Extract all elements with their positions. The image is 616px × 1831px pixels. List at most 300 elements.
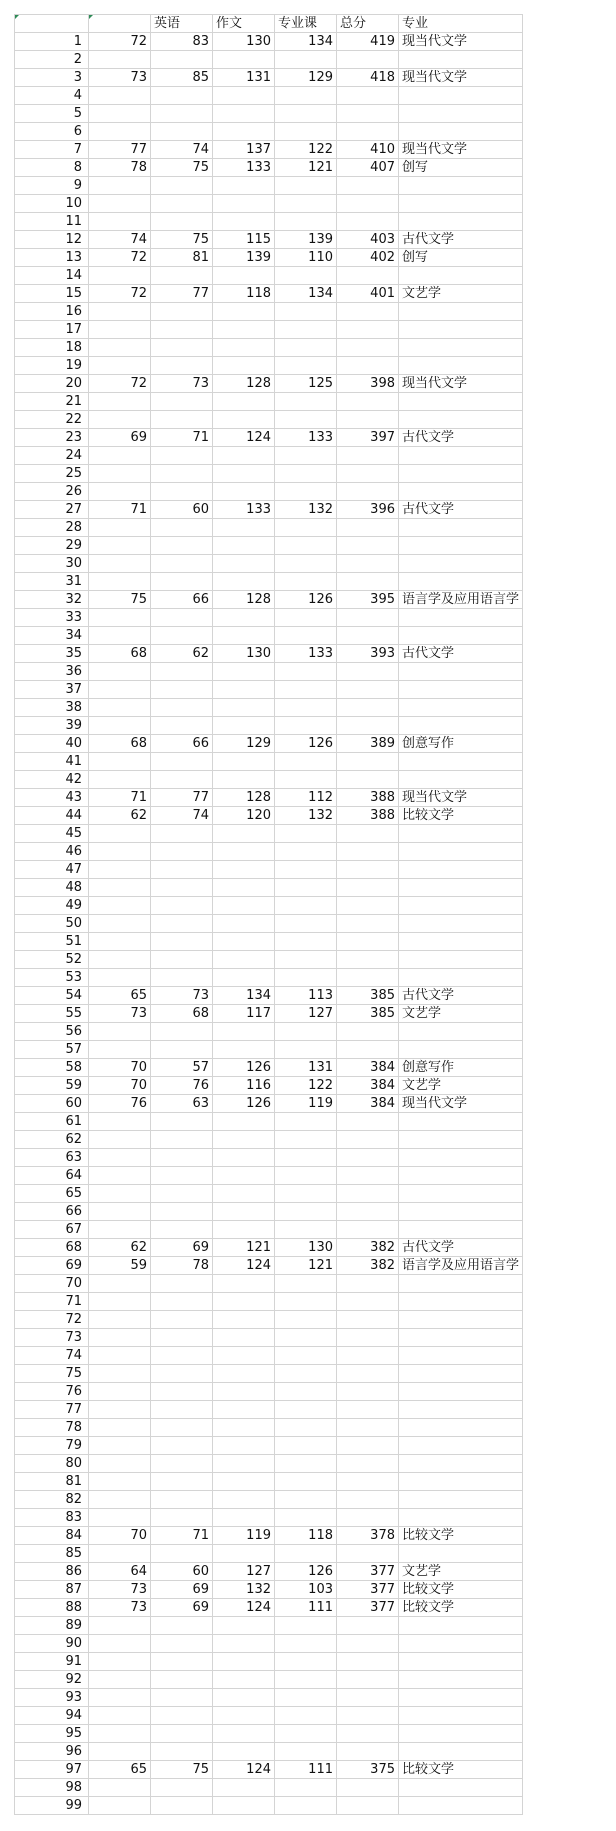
score-cell[interactable] — [151, 393, 213, 411]
score-cell[interactable] — [213, 1653, 275, 1671]
score-cell[interactable] — [151, 177, 213, 195]
score-cell[interactable] — [89, 1149, 151, 1167]
score-cell[interactable] — [337, 105, 399, 123]
score-cell[interactable]: 397 — [337, 429, 399, 447]
score-cell[interactable] — [151, 879, 213, 897]
score-cell[interactable]: 76 — [151, 1077, 213, 1095]
row-index-cell[interactable]: 79 — [15, 1437, 89, 1455]
score-cell[interactable] — [337, 879, 399, 897]
score-cell[interactable] — [213, 771, 275, 789]
score-cell[interactable] — [275, 717, 337, 735]
score-cell[interactable] — [151, 1491, 213, 1509]
score-cell[interactable] — [151, 753, 213, 771]
score-cell[interactable]: 74 — [151, 807, 213, 825]
row-index-cell[interactable]: 92 — [15, 1671, 89, 1689]
score-cell[interactable]: 60 — [151, 1563, 213, 1581]
row-index-cell[interactable]: 58 — [15, 1059, 89, 1077]
score-cell[interactable]: 77 — [151, 285, 213, 303]
score-cell[interactable]: 65 — [89, 987, 151, 1005]
major-cell[interactable] — [399, 951, 523, 969]
score-cell[interactable] — [89, 1437, 151, 1455]
score-cell[interactable]: 126 — [275, 591, 337, 609]
score-cell[interactable] — [151, 1203, 213, 1221]
score-cell[interactable] — [275, 1617, 337, 1635]
major-cell[interactable]: 古代文学 — [399, 429, 523, 447]
score-cell[interactable] — [151, 1437, 213, 1455]
major-cell[interactable] — [399, 339, 523, 357]
row-index-cell[interactable]: 43 — [15, 789, 89, 807]
score-cell[interactable] — [89, 699, 151, 717]
score-cell[interactable]: 385 — [337, 1005, 399, 1023]
score-cell[interactable] — [151, 321, 213, 339]
score-cell[interactable] — [89, 843, 151, 861]
score-cell[interactable] — [337, 465, 399, 483]
score-cell[interactable] — [337, 1545, 399, 1563]
score-cell[interactable] — [89, 1491, 151, 1509]
score-cell[interactable] — [213, 825, 275, 843]
score-cell[interactable] — [337, 1797, 399, 1815]
major-cell[interactable] — [399, 537, 523, 555]
score-cell[interactable] — [275, 213, 337, 231]
score-cell[interactable] — [213, 177, 275, 195]
score-cell[interactable] — [213, 699, 275, 717]
major-cell[interactable]: 比较文学 — [399, 1599, 523, 1617]
major-cell[interactable]: 文艺学 — [399, 285, 523, 303]
score-cell[interactable] — [151, 699, 213, 717]
score-cell[interactable] — [89, 717, 151, 735]
score-cell[interactable]: 375 — [337, 1761, 399, 1779]
row-index-cell[interactable]: 16 — [15, 303, 89, 321]
score-cell[interactable]: 73 — [151, 375, 213, 393]
score-cell[interactable] — [213, 447, 275, 465]
major-cell[interactable] — [399, 717, 523, 735]
score-cell[interactable] — [89, 267, 151, 285]
major-cell[interactable] — [399, 1113, 523, 1131]
score-cell[interactable]: 377 — [337, 1599, 399, 1617]
score-cell[interactable]: 393 — [337, 645, 399, 663]
score-cell[interactable] — [213, 1383, 275, 1401]
score-cell[interactable] — [213, 843, 275, 861]
score-cell[interactable]: 122 — [275, 141, 337, 159]
row-index-cell[interactable]: 62 — [15, 1131, 89, 1149]
score-cell[interactable] — [275, 393, 337, 411]
score-cell[interactable]: 57 — [151, 1059, 213, 1077]
row-index-cell[interactable]: 81 — [15, 1473, 89, 1491]
row-index-cell[interactable]: 27 — [15, 501, 89, 519]
score-cell[interactable] — [275, 447, 337, 465]
score-cell[interactable] — [151, 861, 213, 879]
score-cell[interactable] — [213, 753, 275, 771]
major-cell[interactable] — [399, 699, 523, 717]
score-cell[interactable] — [337, 51, 399, 69]
score-cell[interactable] — [151, 1545, 213, 1563]
score-cell[interactable] — [89, 1311, 151, 1329]
score-cell[interactable] — [337, 1455, 399, 1473]
header-cell[interactable]: 总分 — [337, 15, 399, 33]
score-cell[interactable] — [151, 1617, 213, 1635]
score-cell[interactable] — [337, 717, 399, 735]
major-cell[interactable] — [399, 1671, 523, 1689]
score-cell[interactable] — [337, 177, 399, 195]
major-cell[interactable]: 古代文学 — [399, 501, 523, 519]
score-cell[interactable] — [275, 681, 337, 699]
score-cell[interactable]: 398 — [337, 375, 399, 393]
score-cell[interactable] — [151, 447, 213, 465]
score-cell[interactable] — [151, 1383, 213, 1401]
score-cell[interactable] — [337, 267, 399, 285]
score-cell[interactable] — [89, 1131, 151, 1149]
row-index-cell[interactable]: 68 — [15, 1239, 89, 1257]
score-cell[interactable] — [213, 1311, 275, 1329]
row-index-cell[interactable]: 30 — [15, 555, 89, 573]
score-cell[interactable] — [337, 1491, 399, 1509]
score-cell[interactable] — [89, 1455, 151, 1473]
score-cell[interactable] — [89, 177, 151, 195]
score-cell[interactable]: 124 — [213, 429, 275, 447]
score-cell[interactable]: 407 — [337, 159, 399, 177]
score-cell[interactable] — [151, 1185, 213, 1203]
major-cell[interactable] — [399, 969, 523, 987]
score-cell[interactable] — [275, 1491, 337, 1509]
score-cell[interactable] — [337, 339, 399, 357]
score-cell[interactable] — [151, 1473, 213, 1491]
score-cell[interactable] — [275, 1707, 337, 1725]
row-index-cell[interactable]: 59 — [15, 1077, 89, 1095]
score-cell[interactable] — [275, 1329, 337, 1347]
score-cell[interactable]: 77 — [89, 141, 151, 159]
score-cell[interactable] — [151, 519, 213, 537]
score-cell[interactable] — [151, 1779, 213, 1797]
score-cell[interactable] — [213, 1041, 275, 1059]
score-cell[interactable]: 130 — [213, 33, 275, 51]
score-cell[interactable] — [337, 1149, 399, 1167]
score-cell[interactable]: 71 — [151, 429, 213, 447]
score-cell[interactable] — [151, 663, 213, 681]
score-cell[interactable] — [275, 861, 337, 879]
major-cell[interactable] — [399, 1275, 523, 1293]
score-cell[interactable] — [213, 1023, 275, 1041]
score-cell[interactable] — [275, 663, 337, 681]
score-cell[interactable] — [337, 1725, 399, 1743]
score-cell[interactable] — [275, 537, 337, 555]
score-cell[interactable] — [213, 537, 275, 555]
score-cell[interactable]: 130 — [213, 645, 275, 663]
score-cell[interactable] — [89, 1293, 151, 1311]
score-cell[interactable] — [151, 843, 213, 861]
score-cell[interactable] — [89, 1383, 151, 1401]
score-cell[interactable] — [337, 1131, 399, 1149]
major-cell[interactable] — [399, 879, 523, 897]
score-cell[interactable] — [89, 861, 151, 879]
score-cell[interactable] — [89, 555, 151, 573]
major-cell[interactable] — [399, 1509, 523, 1527]
major-cell[interactable]: 文艺学 — [399, 1005, 523, 1023]
score-cell[interactable] — [213, 861, 275, 879]
major-cell[interactable]: 语言学及应用语言学 — [399, 591, 523, 609]
score-cell[interactable] — [89, 1221, 151, 1239]
score-cell[interactable]: 132 — [275, 501, 337, 519]
major-cell[interactable] — [399, 573, 523, 591]
score-cell[interactable]: 126 — [213, 1059, 275, 1077]
score-cell[interactable] — [337, 411, 399, 429]
header-cell[interactable]: 作文 — [213, 15, 275, 33]
score-cell[interactable] — [275, 1779, 337, 1797]
score-cell[interactable] — [213, 1131, 275, 1149]
score-cell[interactable]: 73 — [89, 1005, 151, 1023]
score-cell[interactable] — [275, 267, 337, 285]
score-cell[interactable]: 72 — [89, 249, 151, 267]
major-cell[interactable]: 比较文学 — [399, 807, 523, 825]
score-cell[interactable] — [89, 1707, 151, 1725]
score-cell[interactable]: 121 — [275, 159, 337, 177]
score-cell[interactable] — [275, 339, 337, 357]
row-index-cell[interactable]: 42 — [15, 771, 89, 789]
major-cell[interactable] — [399, 1401, 523, 1419]
score-cell[interactable] — [89, 1671, 151, 1689]
score-cell[interactable]: 129 — [275, 69, 337, 87]
score-cell[interactable] — [275, 357, 337, 375]
score-cell[interactable]: 69 — [151, 1239, 213, 1257]
score-cell[interactable] — [337, 1689, 399, 1707]
score-cell[interactable] — [275, 1653, 337, 1671]
score-cell[interactable] — [275, 771, 337, 789]
score-cell[interactable] — [213, 1113, 275, 1131]
score-cell[interactable] — [213, 105, 275, 123]
score-cell[interactable] — [151, 339, 213, 357]
major-cell[interactable] — [399, 87, 523, 105]
score-cell[interactable] — [337, 357, 399, 375]
score-cell[interactable]: 133 — [275, 429, 337, 447]
row-index-cell[interactable]: 47 — [15, 861, 89, 879]
major-cell[interactable] — [399, 861, 523, 879]
score-cell[interactable] — [151, 213, 213, 231]
major-cell[interactable] — [399, 933, 523, 951]
score-cell[interactable] — [89, 519, 151, 537]
score-cell[interactable] — [275, 573, 337, 591]
score-cell[interactable] — [275, 1185, 337, 1203]
score-cell[interactable]: 75 — [151, 1761, 213, 1779]
row-index-cell[interactable]: 86 — [15, 1563, 89, 1581]
score-cell[interactable]: 117 — [213, 1005, 275, 1023]
score-cell[interactable] — [337, 1221, 399, 1239]
score-cell[interactable] — [213, 1797, 275, 1815]
score-cell[interactable]: 110 — [275, 249, 337, 267]
score-cell[interactable] — [213, 879, 275, 897]
score-cell[interactable] — [275, 1725, 337, 1743]
score-cell[interactable] — [275, 411, 337, 429]
score-cell[interactable] — [275, 1293, 337, 1311]
score-cell[interactable]: 113 — [275, 987, 337, 1005]
score-cell[interactable] — [213, 627, 275, 645]
score-cell[interactable] — [151, 1275, 213, 1293]
score-cell[interactable] — [275, 105, 337, 123]
score-cell[interactable] — [213, 1743, 275, 1761]
score-cell[interactable] — [337, 1419, 399, 1437]
score-cell[interactable]: 73 — [151, 987, 213, 1005]
score-cell[interactable] — [151, 1743, 213, 1761]
score-cell[interactable] — [213, 1707, 275, 1725]
score-cell[interactable] — [275, 1797, 337, 1815]
score-cell[interactable]: 66 — [151, 735, 213, 753]
major-cell[interactable] — [399, 1167, 523, 1185]
score-cell[interactable]: 115 — [213, 231, 275, 249]
row-index-cell[interactable]: 37 — [15, 681, 89, 699]
major-cell[interactable] — [399, 321, 523, 339]
score-cell[interactable] — [151, 303, 213, 321]
score-cell[interactable] — [337, 1473, 399, 1491]
score-cell[interactable]: 126 — [275, 735, 337, 753]
major-cell[interactable]: 语言学及应用语言学 — [399, 1257, 523, 1275]
score-cell[interactable] — [275, 1401, 337, 1419]
row-index-cell[interactable]: 96 — [15, 1743, 89, 1761]
score-cell[interactable] — [89, 771, 151, 789]
score-cell[interactable]: 126 — [275, 1563, 337, 1581]
row-index-cell[interactable]: 29 — [15, 537, 89, 555]
major-cell[interactable] — [399, 1707, 523, 1725]
score-cell[interactable]: 78 — [89, 159, 151, 177]
score-cell[interactable] — [151, 573, 213, 591]
score-cell[interactable] — [275, 933, 337, 951]
score-cell[interactable] — [89, 933, 151, 951]
score-cell[interactable] — [213, 1509, 275, 1527]
row-index-cell[interactable]: 99 — [15, 1797, 89, 1815]
score-cell[interactable] — [337, 825, 399, 843]
score-cell[interactable] — [275, 627, 337, 645]
score-cell[interactable] — [275, 1473, 337, 1491]
score-cell[interactable] — [213, 1617, 275, 1635]
major-cell[interactable]: 文艺学 — [399, 1563, 523, 1581]
score-cell[interactable] — [151, 465, 213, 483]
score-cell[interactable] — [337, 1437, 399, 1455]
score-cell[interactable]: 71 — [89, 501, 151, 519]
major-cell[interactable] — [399, 357, 523, 375]
score-cell[interactable] — [337, 321, 399, 339]
row-index-cell[interactable]: 15 — [15, 285, 89, 303]
score-cell[interactable] — [275, 303, 337, 321]
score-cell[interactable]: 118 — [275, 1527, 337, 1545]
score-cell[interactable] — [89, 1329, 151, 1347]
score-cell[interactable] — [89, 1779, 151, 1797]
row-index-cell[interactable]: 4 — [15, 87, 89, 105]
major-cell[interactable] — [399, 1419, 523, 1437]
score-cell[interactable] — [151, 1293, 213, 1311]
score-cell[interactable] — [151, 1797, 213, 1815]
score-cell[interactable] — [213, 1491, 275, 1509]
score-cell[interactable] — [89, 1545, 151, 1563]
score-cell[interactable] — [89, 879, 151, 897]
score-cell[interactable] — [151, 1041, 213, 1059]
score-cell[interactable] — [89, 1725, 151, 1743]
score-cell[interactable]: 76 — [89, 1095, 151, 1113]
row-index-cell[interactable]: 21 — [15, 393, 89, 411]
score-cell[interactable] — [337, 861, 399, 879]
score-cell[interactable] — [151, 897, 213, 915]
score-cell[interactable]: 382 — [337, 1239, 399, 1257]
row-index-cell[interactable]: 32 — [15, 591, 89, 609]
major-cell[interactable] — [399, 1653, 523, 1671]
score-cell[interactable] — [89, 1365, 151, 1383]
score-cell[interactable] — [151, 1707, 213, 1725]
score-cell[interactable] — [337, 1185, 399, 1203]
score-cell[interactable] — [151, 1311, 213, 1329]
score-cell[interactable] — [151, 1401, 213, 1419]
row-index-cell[interactable]: 87 — [15, 1581, 89, 1599]
score-cell[interactable]: 128 — [213, 591, 275, 609]
score-cell[interactable] — [151, 555, 213, 573]
score-cell[interactable] — [337, 1365, 399, 1383]
row-index-cell[interactable]: 25 — [15, 465, 89, 483]
score-cell[interactable] — [89, 1509, 151, 1527]
score-cell[interactable]: 133 — [213, 501, 275, 519]
score-cell[interactable] — [213, 339, 275, 357]
score-cell[interactable]: 83 — [151, 33, 213, 51]
score-cell[interactable] — [213, 1779, 275, 1797]
row-index-cell[interactable]: 90 — [15, 1635, 89, 1653]
score-cell[interactable] — [151, 951, 213, 969]
major-cell[interactable]: 创意写作 — [399, 1059, 523, 1077]
score-cell[interactable]: 132 — [213, 1581, 275, 1599]
score-cell[interactable]: 403 — [337, 231, 399, 249]
major-cell[interactable] — [399, 1131, 523, 1149]
major-cell[interactable]: 现当代文学 — [399, 69, 523, 87]
major-cell[interactable]: 古代文学 — [399, 231, 523, 249]
row-index-cell[interactable]: 69 — [15, 1257, 89, 1275]
major-cell[interactable] — [399, 1545, 523, 1563]
score-cell[interactable]: 70 — [89, 1077, 151, 1095]
major-cell[interactable] — [399, 1725, 523, 1743]
score-cell[interactable]: 72 — [89, 285, 151, 303]
score-cell[interactable] — [275, 1041, 337, 1059]
row-index-cell[interactable]: 85 — [15, 1545, 89, 1563]
score-cell[interactable] — [275, 609, 337, 627]
row-index-cell[interactable]: 38 — [15, 699, 89, 717]
score-cell[interactable] — [275, 969, 337, 987]
score-cell[interactable]: 69 — [89, 429, 151, 447]
score-cell[interactable] — [213, 1149, 275, 1167]
score-cell[interactable] — [151, 267, 213, 285]
major-cell[interactable] — [399, 555, 523, 573]
major-cell[interactable] — [399, 825, 523, 843]
row-index-cell[interactable]: 11 — [15, 213, 89, 231]
score-cell[interactable] — [151, 681, 213, 699]
row-index-cell[interactable]: 39 — [15, 717, 89, 735]
score-cell[interactable]: 73 — [89, 69, 151, 87]
score-cell[interactable] — [275, 753, 337, 771]
score-cell[interactable] — [89, 915, 151, 933]
score-cell[interactable] — [151, 1689, 213, 1707]
row-index-cell[interactable]: 7 — [15, 141, 89, 159]
score-cell[interactable] — [213, 123, 275, 141]
score-cell[interactable]: 121 — [275, 1257, 337, 1275]
score-cell[interactable] — [213, 321, 275, 339]
score-cell[interactable] — [213, 951, 275, 969]
score-cell[interactable]: 127 — [275, 1005, 337, 1023]
major-cell[interactable] — [399, 1365, 523, 1383]
major-cell[interactable] — [399, 195, 523, 213]
score-cell[interactable] — [275, 1275, 337, 1293]
score-cell[interactable] — [275, 897, 337, 915]
score-cell[interactable]: 103 — [275, 1581, 337, 1599]
score-cell[interactable] — [151, 771, 213, 789]
row-index-cell[interactable]: 3 — [15, 69, 89, 87]
score-cell[interactable] — [213, 465, 275, 483]
score-cell[interactable] — [89, 1113, 151, 1131]
major-cell[interactable]: 现当代文学 — [399, 789, 523, 807]
score-cell[interactable]: 62 — [89, 1239, 151, 1257]
score-cell[interactable]: 128 — [213, 375, 275, 393]
score-cell[interactable]: 131 — [213, 69, 275, 87]
row-index-cell[interactable]: 71 — [15, 1293, 89, 1311]
